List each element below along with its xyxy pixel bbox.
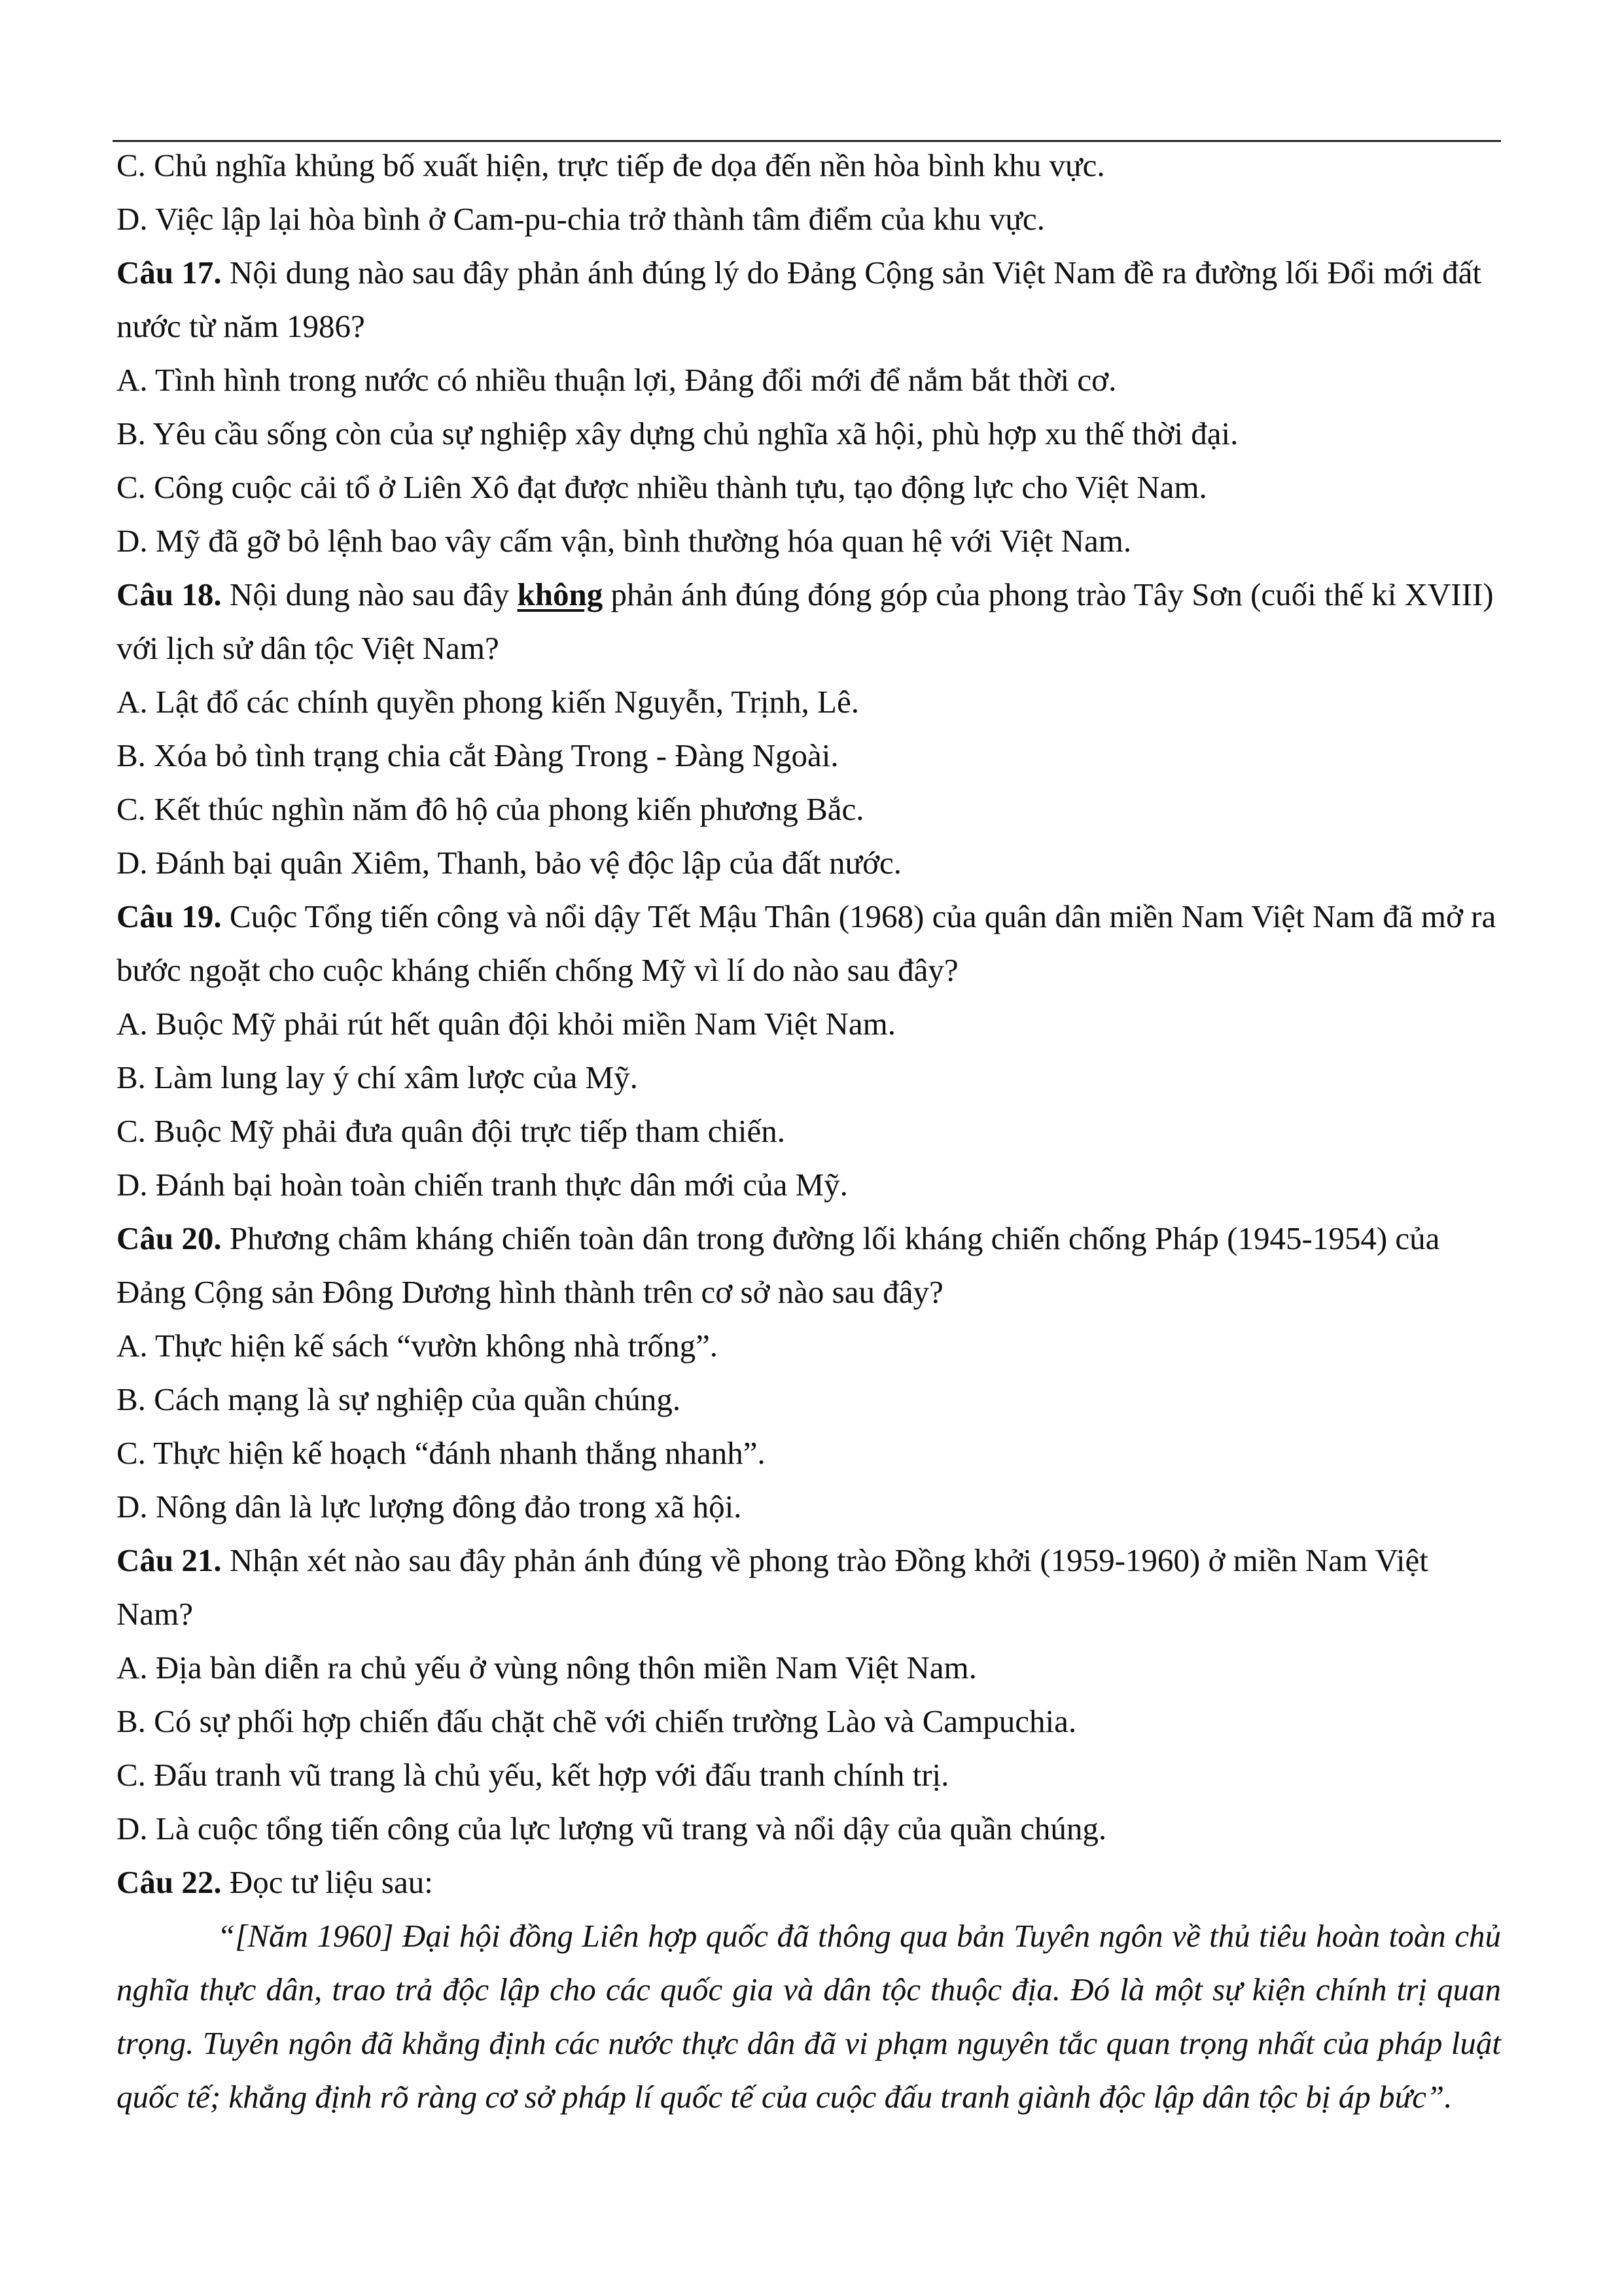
option-d: D. Mỹ đã gỡ bỏ lệnh bao vây cấm vận, bình thường hóa quan hệ với Việt Nam. bbox=[116, 523, 1132, 559]
question-label: Câu 19. bbox=[116, 898, 222, 934]
option-b: B. Cách mạng là sự nghiệp của quần chúng. bbox=[116, 1381, 681, 1417]
question-label: Câu 21. bbox=[116, 1542, 222, 1578]
question-text-after: phản ánh đúng đóng góp của phong trào Tây Sơn (cuối thế kỉ XVIII) với lịch sử dân tộc Việt Nam? bbox=[116, 576, 1494, 666]
option-d: D. Đánh bại hoàn toàn chiến tranh thực dân mới của Mỹ. bbox=[116, 1167, 848, 1203]
option-c: C. Kết thúc nghìn năm đô hộ của phong kiến phương Bắc. bbox=[116, 791, 864, 827]
option-a: A. Tình hình trong nước có nhiều thuận lợi, Đảng đổi mới để nắm bắt thời cơ. bbox=[116, 362, 1117, 398]
question-19 bbox=[116, 890, 1501, 1212]
question-label: Câu 18. bbox=[116, 576, 222, 612]
source-quote: “[Năm 1960] Đại hội đồng Liên hợp quốc đã thông qua bản Tuyên ngôn về thủ tiêu hoàn toàn chủ nghĩa thực dân, trao trả độc lập cho các quốc gia và dân tộc thuộc địa. Đó là một sự kiện chính trị quan trọng. Tuyên ngôn đã khẳng định các nước thực dân đã vi phạm nguyên tắc quan trọng nhất của pháp luật quốc tế; khẳng định rõ ràng cơ sở pháp lí quốc tế của cuộc đấu tranh giành độc lập dân tộc bị áp bức”. bbox=[116, 1918, 1501, 2115]
question-21 bbox=[116, 1534, 1501, 1856]
negation-keyword: không bbox=[517, 576, 603, 612]
option-d: D. Nông dân là lực lượng đông đảo trong xã hội. bbox=[116, 1489, 742, 1525]
option-a: A. Buộc Mỹ phải rút hết quân đội khỏi miền Nam Việt Nam. bbox=[116, 1006, 896, 1042]
option-c: C. Buộc Mỹ phải đưa quân đội trực tiếp tham chiến. bbox=[116, 1113, 786, 1149]
question-stem bbox=[116, 1856, 1501, 1909]
option-c: C. Đấu tranh vũ trang là chủ yếu, kết hợp với đấu tranh chính trị. bbox=[116, 1757, 949, 1793]
option-d: D. Đánh bại quân Xiêm, Thanh, bảo vệ độc lập của đất nước. bbox=[116, 845, 902, 881]
previous-question-continuation bbox=[116, 139, 1501, 246]
question-20 bbox=[116, 1212, 1501, 1534]
option-c: C. Thực hiện kế hoạch “đánh nhanh thắng nhanh”. bbox=[116, 1435, 766, 1471]
question-label: Câu 20. bbox=[116, 1220, 222, 1256]
question-17 bbox=[116, 246, 1501, 568]
option-b: B. Xóa bỏ tình trạng chia cắt Đàng Trong - Đàng Ngoài. bbox=[116, 737, 839, 773]
option-b: B. Yêu cầu sống còn của sự nghiệp xây dựng chủ nghĩa xã hội, phù hợp xu thế thời đại. bbox=[116, 415, 1239, 451]
question-text: Cuộc Tổng tiến công và nổi dậy Tết Mậu Thân (1968) của quân dân miền Nam Việt Nam đã mở ra bước ngoặt cho cuộc kháng chiến chống Mỹ vì lí do nào sau đây? bbox=[116, 898, 1496, 988]
question-text: Nội dung nào sau đây phản ánh đúng lý do Đảng Cộng sản Việt Nam đề ra đường lối Đổi mới đất nước từ năm 1986? bbox=[116, 255, 1481, 344]
option-c: C. Chủ nghĩa khủng bố xuất hiện, trực tiếp đe dọa đến nền hòa bình khu vực. bbox=[116, 147, 1105, 183]
question-text-before: Nội dung nào sau đây bbox=[221, 576, 518, 612]
question-text: Đọc tư liệu sau: bbox=[221, 1864, 433, 1900]
question-text: Phương châm kháng chiến toàn dân trong đường lối kháng chiến chống Pháp (1945-1954) của Đảng Cộng sản Đông Dương hình thành trên cơ sở nào sau đây? bbox=[116, 1220, 1440, 1310]
question-22 bbox=[116, 1856, 1501, 2124]
option-c: C. Công cuộc cải tổ ở Liên Xô đạt được nhiều thành tựu, tạo động lực cho Việt Nam. bbox=[116, 469, 1207, 505]
exam-page bbox=[116, 139, 1501, 2124]
option-a: A. Thực hiện kế sách “vườn không nhà trống”. bbox=[116, 1328, 718, 1364]
option-d: D. Là cuộc tổng tiến công của lực lượng vũ trang và nổi dậy của quần chúng. bbox=[116, 1810, 1107, 1846]
question-label: Câu 17. bbox=[116, 255, 222, 291]
question-stem bbox=[116, 246, 1501, 353]
question-stem bbox=[116, 890, 1501, 997]
question-stem bbox=[116, 1534, 1501, 1641]
question-stem bbox=[116, 568, 1501, 675]
option-b: B. Có sự phối hợp chiến đấu chặt chẽ với chiến trường Lào và Campuchia. bbox=[116, 1703, 1077, 1739]
question-stem bbox=[116, 1212, 1501, 1319]
question-18 bbox=[116, 568, 1501, 890]
option-a: A. Lật đổ các chính quyền phong kiến Nguyễn, Trịnh, Lê. bbox=[116, 684, 859, 720]
option-a: A. Địa bàn diễn ra chủ yếu ở vùng nông thôn miền Nam Việt Nam. bbox=[116, 1650, 977, 1686]
question-label: Câu 22. bbox=[116, 1864, 222, 1900]
option-b: B. Làm lung lay ý chí xâm lược của Mỹ. bbox=[116, 1059, 638, 1095]
option-d: D. Việc lập lại hòa bình ở Cam-pu-chia trở thành tâm điểm của khu vực. bbox=[116, 201, 1045, 237]
question-text: Nhận xét nào sau đây phản ánh đúng về phong trào Đồng khởi (1959-1960) ở miền Nam Việt Nam? bbox=[116, 1542, 1428, 1632]
